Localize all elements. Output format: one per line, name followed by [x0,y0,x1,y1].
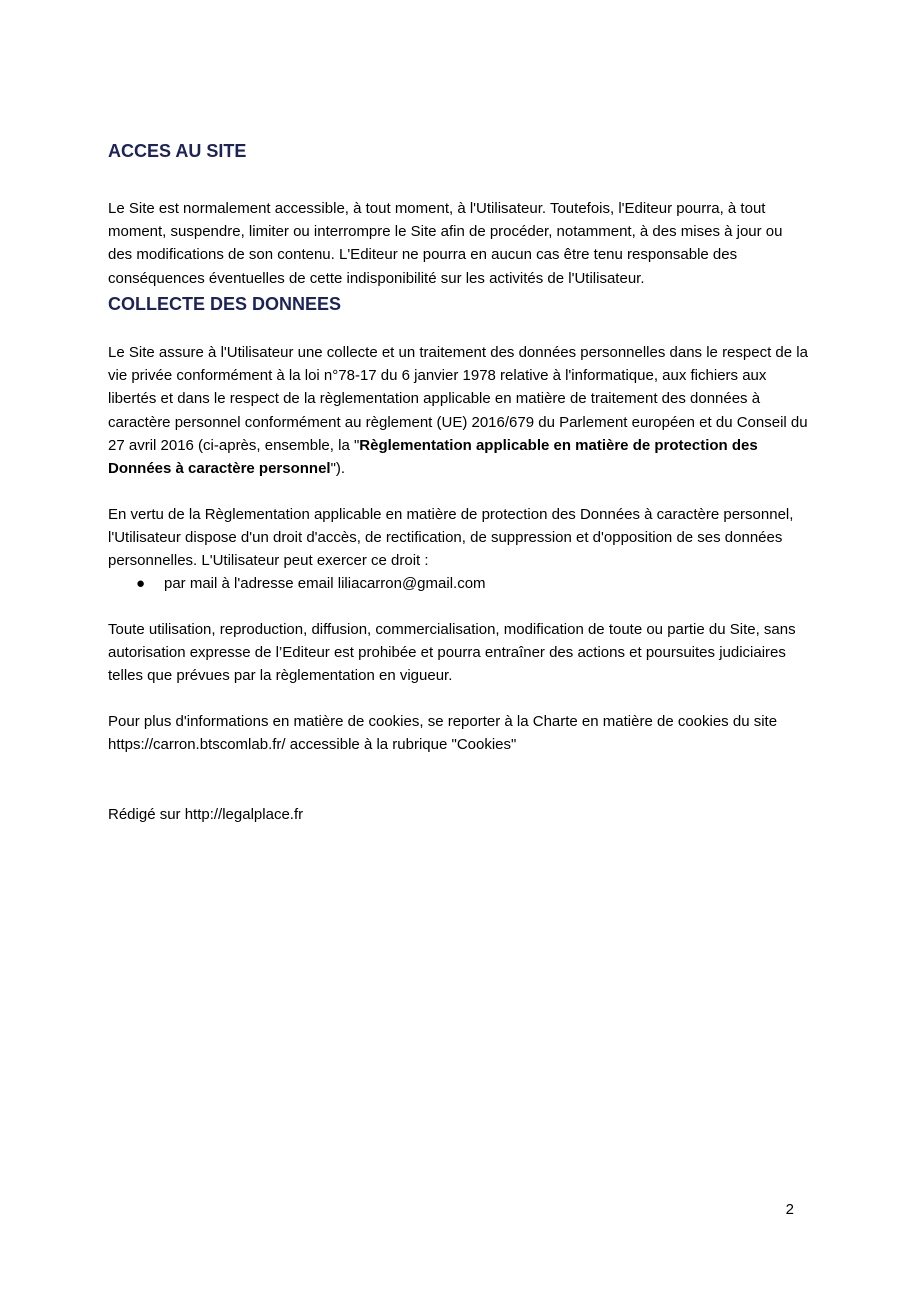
section-title-acces-au-site: ACCES AU SITE [108,141,247,161]
bullet-icon: ● [136,575,146,592]
paragraph-droits-utilisateur: En vertu de la Règlementation applicable en matière de protection des Données à caractère personnel, l'Utilisateur dispose d'un droit d'accès, de rectification, de suppression et d'opposition de ses données personnelles. L'Utilisateur peut exercer ce droit : [108,506,794,570]
paragraph-collecte-bold-term: Règlementation applicable en matière de protection des Données à caractère personnel [108,436,758,478]
paragraph-collecte-text-start: Le Site assure à l'Utilisateur une collecte et un traitement des données personnelles dans le respect de la vie privée conformément à la loi n°78-17 du 6 janvier 1978 relative à l'informatique, aux fichiers aux libertés et dans le respect de la règlementation applicable en matière de traitement des données à caractère personnel conformément au règlement (UE) 2016/679 du Parlement européen et du Conseil du 27 avril 2016 (ci-après, ensemble, la " [108,344,808,454]
page-number: 2 [785,1201,794,1218]
paragraph-cookies: Pour plus d'informations en matière de cookies, se reporter à la Charte en matière de cookies du site https://carron.btscomlab.fr/ accessible à la rubrique "Cookies" [108,713,778,754]
section-title-collecte-des-donnees: COLLECTE DES DONNEES [108,294,342,314]
paragraph-utilisation-interdite: Toute utilisation, reproduction, diffusion, commercialisation, modification de toute ou partie du Site, sans autorisation expresse de l’Editeur est prohibée et pourra entraîner des actions et poursuites judiciaires telles que prévues par la règlementation en vigueur. [108,621,796,685]
paragraph-acces-au-site: Le Site est normalement accessible, à tout moment, à l'Utilisateur. Toutefois, l'Editeur pourra, à tout moment, suspendre, limiter ou interrompre le Site afin de procéder, notamment, à des mises à jour ou des modifications de son contenu. L'Editeur ne pourra en aucun cas être tenu responsable des conséquences éventuelles de cette indisponibilité sur les activités de l'Utilisateur. [108,200,783,287]
paragraph-collecte-text-end: "). [330,460,346,478]
footer-note-legalplace: Rédigé sur http://legalplace.fr [108,806,304,823]
bullet-text-email: par mail à l'adresse email liliacarron@gmail.com [164,575,486,592]
paragraph-collecte-traitement [108,341,808,480]
